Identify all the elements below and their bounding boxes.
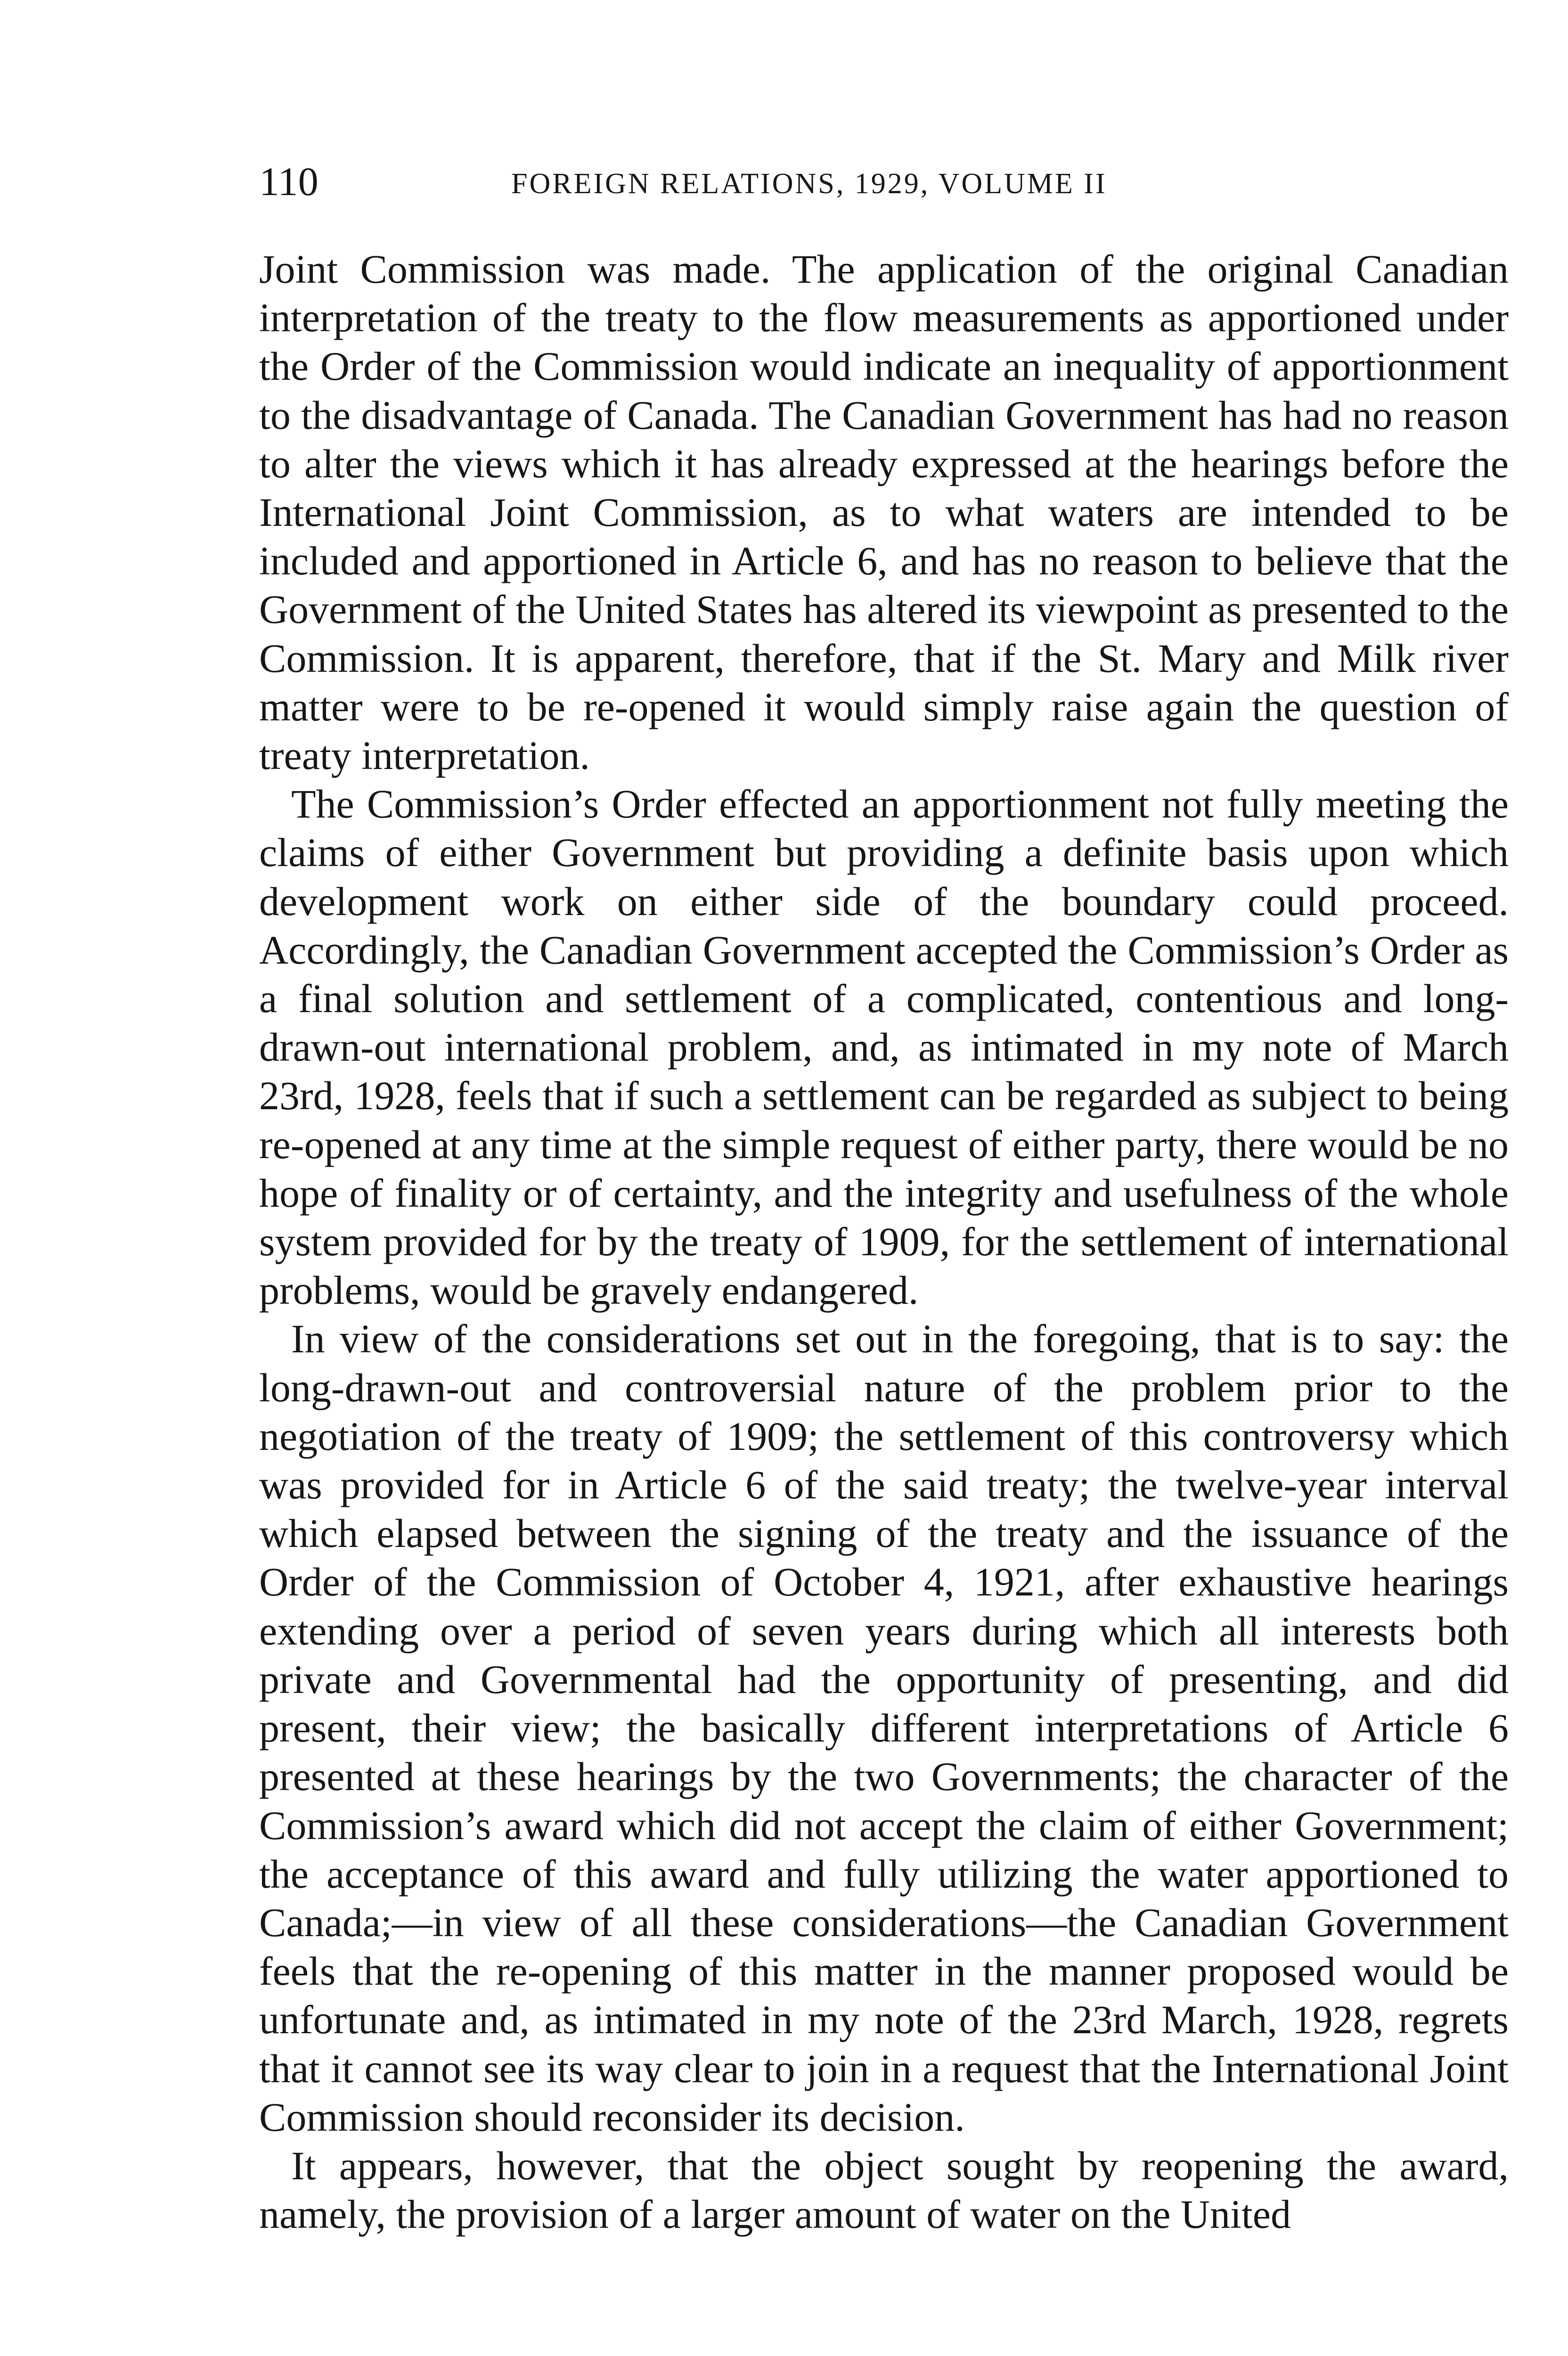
paragraph-object-sought: It appears, however, that the object sought by reopening the award, namely, the provision of a larger amount of water on the United <box>259 2143 1509 2237</box>
paragraph-considerations: In view of the considerations set out in the foregoing, that is to say: the long-drawn-out and controversial nature of the problem prior to the negotiation of the treaty of 1909; the settlement of this controversy which was provided for in Article 6 of the said treaty; the twelve-year interval which elapsed between the signing of the treaty and the issuance of the Order of the Commission of October 4, 1921, after exhaustive hearings extending over a period of seven years during which all interests both private and Governmental had the opportunity of presenting, and did present, their view; the basically different interpretations of Article 6 presented at these hearings by the two Governments; the character of the Commission’s award which did not accept the claim of either Government; the acceptance of this award and fully utilizing the water apportioned to Canada;—in view of all these considerations—the Canadian Government feels that the re-opening of this matter in the manner proposed would be unfortunate and, as intimated in my note of the 23rd March, 1928, regrets that it cannot see its way clear to join in a request that the International Joint Commission should reconsider its decision. <box>259 1316 1509 2140</box>
paragraph-commission-order: The Commission’s Order effected an apportionment not fully meeting the claims of either Government but providing a definite basis upon which development work on either side of the boundary could proceed. Accordingly, the Canadian Government accepted the Commission’s Order as a final solution and settlement of a complicated, contentious and long-drawn-out international problem, and, as intimated in my note of March 23rd, 1928, feels that if such a settlement can be regarded as subject to being re-opened at any time at the simple request of either party, there would be no hope of finality or of certainty, and the integrity and usefulness of the whole system provided for by the treaty of 1909, for the settlement of international problems, would be gravely endangered. <box>259 781 1509 1313</box>
running-title: FOREIGN RELATIONS, 1929, VOLUME II <box>511 168 1107 200</box>
body-text <box>259 245 1509 2239</box>
paragraph-continuation: Joint Commission was made. The application of the original Canadian interpretation of the treaty to the flow measurements as apportioned under the Order of the Commission would indicate an inequality of apportionment to the disadvantage of Canada. The Canadian Government has had no reason to alter the views which it has already expressed at the hearings before the International Joint Commission, as to what waters are intended to be included and apportioned in Article 6, and has no reason to believe that the Government of the United States has altered its viewpoint as presented to the Commission. It is apparent, therefore, that if the St. Mary and Milk river matter were to be re-opened it would simply raise again the question of treaty interpretation. <box>259 246 1509 778</box>
running-head <box>259 155 1509 212</box>
page-number: 110 <box>259 159 318 204</box>
